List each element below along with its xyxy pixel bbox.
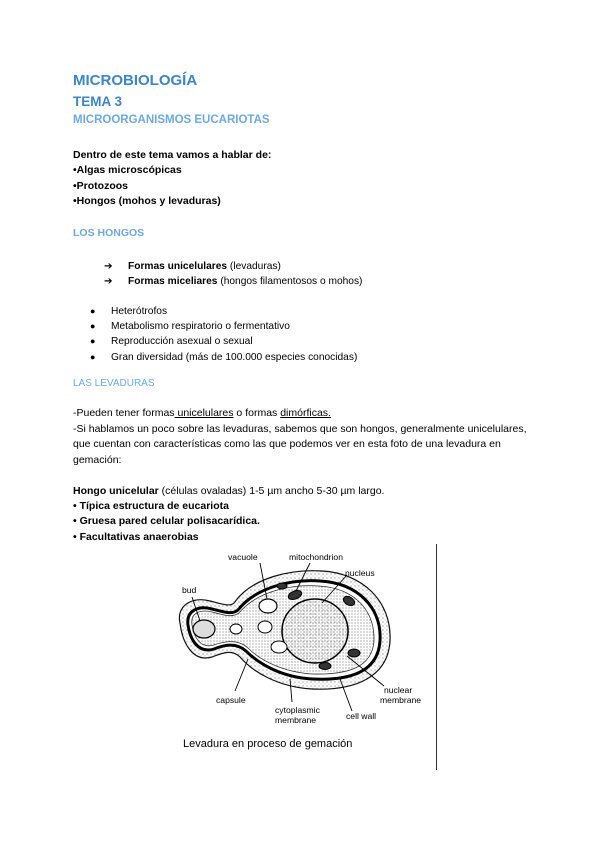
mitochondrion: [348, 649, 360, 657]
bullet-icon: ●: [90, 336, 96, 347]
arrow-icon: ➔: [104, 276, 113, 288]
hongo-point: • Típica estructura de eucariota: [73, 500, 229, 513]
label-nuclear: nuclear: [384, 685, 413, 695]
topic-title: MICROORGANISMOS EUCARIOTAS: [73, 114, 270, 126]
section-heading-hongos: LOS HONGOS: [73, 227, 145, 239]
bullet-item: ● Metabolismo respiratorio o fermentativo: [90, 319, 357, 334]
vacuole: [271, 641, 287, 653]
vacuole: [230, 624, 242, 634]
bullet-icon: ●: [90, 321, 96, 332]
bullet-item: ● Heterótrofos: [90, 304, 357, 319]
vacuole: [258, 621, 272, 633]
bullet-item: ● Gran diversidad (más de 100.000 especies conocidas): [90, 350, 357, 365]
bullet-icon: ●: [90, 351, 96, 362]
mitochondrion: [319, 663, 331, 670]
levaduras-line-2: -Si hablamos un poco sobre las levaduras, sabemos que son hongos, generalmente unicelulares, que cuentan con características como las que podemos ver en esta foto de una levadura en gemación:: [73, 422, 527, 466]
arrow-list-item: ➔ Formas unicelulares (levaduras): [104, 259, 362, 274]
bullet-item: ● Reproducción asexual o sexual: [90, 334, 357, 349]
bullet-icon: ●: [90, 306, 96, 316]
label-vacuole: vacuole: [228, 552, 258, 562]
document-title: MICROBIOLOGÍA: [73, 72, 198, 89]
levaduras-line-1: -Pueden tener formas unicelulares o formas dimórficas.: [73, 407, 331, 419]
label-bud: bud: [182, 585, 197, 595]
topic-number: TEMA 3: [73, 94, 123, 109]
section-heading-levaduras: LAS LEVADURAS: [73, 378, 155, 389]
intro-lead: Dentro de este tema vamos a hablar de:: [73, 149, 272, 161]
intro-item: •Protozoos: [73, 179, 129, 192]
levaduras-paragraph: [73, 406, 543, 468]
label-nuclear-membrane: membrane: [380, 695, 422, 705]
label-cell-wall: cell wall: [346, 711, 377, 721]
mitochondrion: [277, 583, 287, 589]
hongo-point: • Gruesa pared celular polisacarídica.: [73, 515, 260, 528]
bullet-list: [90, 304, 357, 365]
label-cytoplasmic: cytoplasmic: [275, 705, 320, 715]
hongo-point: • Facultativas anaerobias: [73, 530, 199, 543]
figure-caption: Levadura en proceso de gemación: [183, 738, 353, 750]
label-cytoplasmic-membrane: membrane: [275, 715, 317, 725]
vacuole: [259, 599, 277, 613]
intro-block: [73, 148, 271, 210]
arrow-list-item: ➔ Formas miceliares (hongos filamentosos o mohos): [104, 274, 362, 289]
intro-item: •Algas microscópicas: [73, 164, 182, 177]
nucleus: [282, 599, 348, 663]
figure-divider: [436, 544, 437, 770]
label-nucleus: nucleus: [345, 568, 375, 578]
label-mitochondrion: mitochondrion: [289, 552, 343, 562]
arrow-list: [104, 259, 362, 290]
hongo-unicelular-block: [73, 484, 384, 545]
label-capsule: capsule: [216, 695, 246, 705]
intro-item: •Hongos (mohos y levaduras): [73, 195, 221, 208]
arrow-icon: ➔: [104, 261, 113, 272]
bud-nucleus: [193, 620, 215, 638]
hongo-description: Hongo unicelular (células ovaladas) 1-5 µm ancho 5-30 µm largo.: [73, 485, 385, 497]
